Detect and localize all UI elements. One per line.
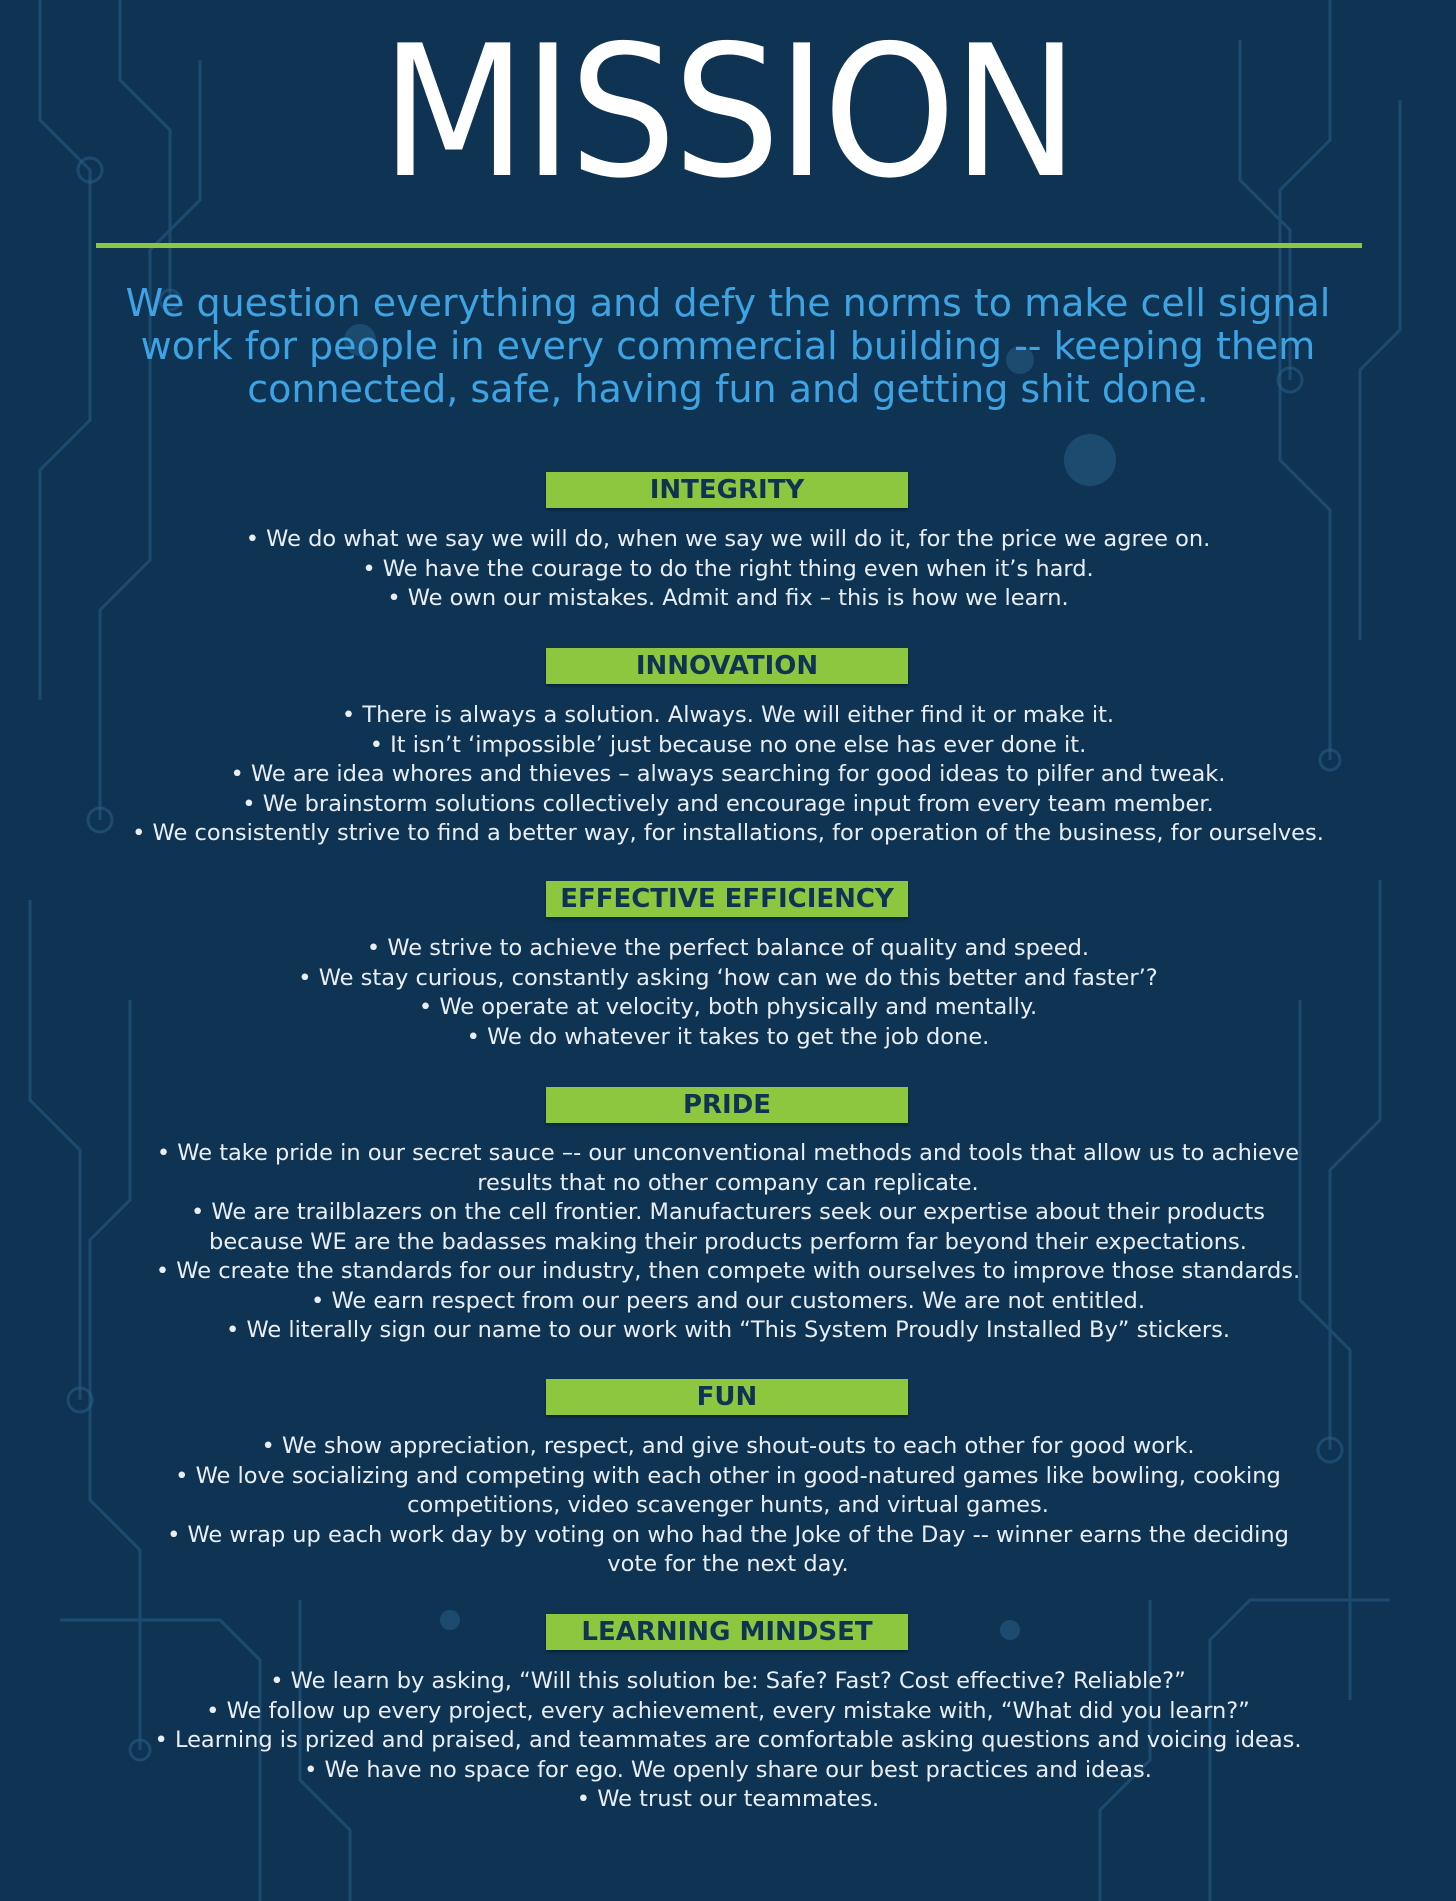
value-bullet: • We have the courage to do the right thing even when it’s hard. — [362, 555, 1094, 582]
value-bullet: • We do whatever it takes to get the job done. — [466, 1023, 990, 1050]
value-bullet: • We brainstorm solutions collectively and encourage input from every team member. — [242, 790, 1214, 817]
value-bullet: • We do what we say we will do, when we say we will do it, for the price we agree on. — [245, 526, 1211, 552]
value-bullet: • Learning is prized and praised, and teammates are comfortable asking questions and voicing ideas. — [154, 1727, 1302, 1753]
value-bullet: • We trust our teammates. — [576, 1786, 880, 1812]
value-heading: FUN — [546, 1379, 908, 1415]
value-bullet: • We take pride in our secret sauce –- our unconventional methods and tools that allow us to achieve results that no other company can replicate. — [156, 1140, 1300, 1196]
value-bullet: • We stay curious, constantly asking ‘how can we do this better and faster’? — [298, 964, 1158, 991]
value-bullet: • We literally sign our name to our work with “This System Proudly Installed By” stickers. — [226, 1317, 1230, 1343]
mission-statement: We question everything and defy the norms to make cell signal work for people in every commercial building -- keeping them connected, safe, having fun and getting shit done. — [125, 281, 1331, 411]
value-bullet: • It isn’t ‘impossible’ just because no one else has ever done it. — [369, 731, 1087, 758]
value-bullet-list — [60, 701, 1396, 849]
value-bullet: • We show appreciation, respect, and give shout-outs to each other for good work. — [261, 1433, 1195, 1459]
value-bullet: • We consistently strive to find a better way, for installations, for operation of the business, for ourselves. — [132, 820, 1324, 846]
value-bullet: • We are trailblazers on the cell frontier. Manufacturers seek our expertise about their products because WE are the badasses making their products perform far beyond their expectations. — [190, 1199, 1266, 1255]
value-bullet-list — [60, 525, 1396, 614]
value-bullet: • We love socializing and competing with each other in good-natured games like bowling, cooking competitions, video scavenger hunts, and virtual games. — [175, 1462, 1281, 1518]
value-heading: INTEGRITY — [546, 472, 908, 508]
value-bullet: • We follow up every project, every achievement, every mistake with, “What did you learn?” — [206, 1697, 1250, 1724]
value-bullet-list — [60, 1667, 1396, 1815]
value-heading: INNOVATION — [546, 648, 908, 684]
page-title: MISSION — [380, 6, 1076, 218]
value-bullet: • We are idea whores and thieves – always searching for good ideas to pilfer and tweak. — [230, 761, 1226, 787]
value-bullet-list — [60, 934, 1396, 1052]
value-bullet: • We earn respect from our peers and our customers. We are not entitled. — [311, 1287, 1145, 1314]
value-heading: LEARNING MINDSET — [546, 1614, 908, 1650]
value-bullet: • We learn by asking, “Will this solution be: Safe? Fast? Cost effective? Reliable?” — [270, 1668, 1186, 1694]
value-bullet: • We create the standards for our industry, then compete with ourselves to improve those standards. — [155, 1258, 1301, 1284]
value-bullet: • We have no space for ego. We openly share our best practices and ideas. — [304, 1756, 1152, 1783]
value-bullet-list — [150, 1432, 1306, 1580]
value-bullet: • We strive to achieve the perfect balance of quality and speed. — [366, 935, 1090, 961]
value-bullet: • We operate at velocity, both physically and mentally. — [418, 994, 1038, 1020]
value-bullet-list — [150, 1139, 1306, 1346]
title-divider — [96, 243, 1362, 248]
value-bullet: • There is always a solution. Always. We will either find it or make it. — [341, 702, 1115, 728]
value-bullet: • We own our mistakes. Admit and fix – this is how we learn. — [387, 585, 1069, 611]
value-heading: EFFECTIVE EFFICIENCY — [546, 881, 908, 917]
value-bullet: • We wrap up each work day by voting on who had the Joke of the Day -- winner earns the deciding vote for the next day. — [167, 1521, 1289, 1577]
value-heading: PRIDE — [546, 1087, 908, 1123]
